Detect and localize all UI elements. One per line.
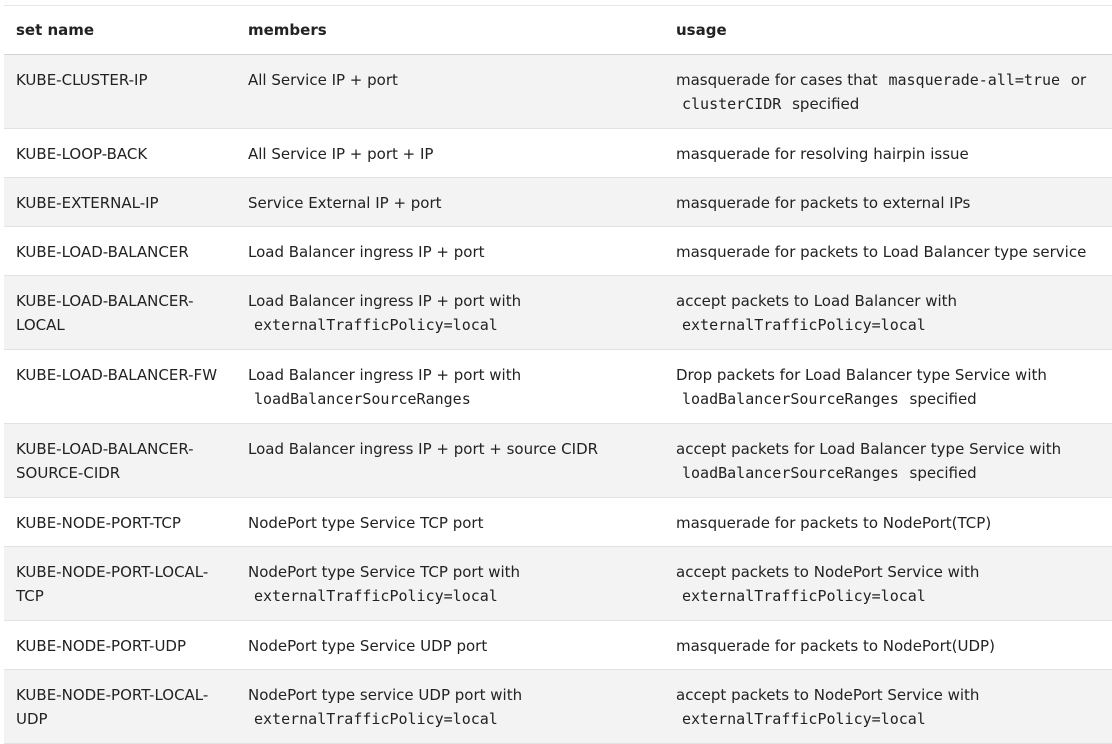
header-usage: usage bbox=[676, 21, 727, 39]
table-row bbox=[4, 350, 1112, 424]
table-row bbox=[4, 55, 1112, 129]
usage-text: accept packets to NodePort Service with bbox=[676, 563, 980, 581]
usage-text: masquerade for packets to NodePort(TCP) bbox=[676, 514, 992, 532]
set-name-text: KUBE-LOAD-BALANCER-LOCAL bbox=[16, 292, 194, 334]
cell-members bbox=[236, 276, 664, 350]
usage-code: clusterCIDR bbox=[682, 95, 782, 113]
table-row bbox=[4, 547, 1112, 621]
table-row bbox=[4, 276, 1112, 350]
cell-set-name bbox=[4, 178, 236, 227]
set-name-text: KUBE-NODE-PORT-UDP bbox=[16, 637, 187, 655]
cell-set-name bbox=[4, 670, 236, 744]
usage-text: specified bbox=[787, 95, 860, 113]
cell-usage bbox=[664, 621, 1112, 670]
members-code: externalTrafficPolicy=local bbox=[254, 316, 498, 334]
cell-usage bbox=[664, 350, 1112, 424]
cell-set-name bbox=[4, 350, 236, 424]
usage-code: masquerade-all=true bbox=[888, 71, 1061, 89]
table-row bbox=[4, 670, 1112, 744]
usage-text: or bbox=[1066, 71, 1087, 89]
cell-members bbox=[236, 55, 664, 129]
members-text: Load Balancer ingress IP + port + source CIDR bbox=[248, 440, 599, 458]
usage-text: accept packets for Load Balancer type Service with bbox=[676, 440, 1062, 458]
usage-text: specified bbox=[904, 464, 977, 482]
cell-members bbox=[236, 498, 664, 547]
usage-text: accept packets to Load Balancer with bbox=[676, 292, 958, 310]
members-text: NodePort type Service UDP port bbox=[248, 637, 488, 655]
set-name-text: KUBE-NODE-PORT-LOCAL-TCP bbox=[16, 563, 209, 605]
members-text: Service External IP + port bbox=[248, 194, 442, 212]
usage-text: masquerade for packets to Load Balancer type service bbox=[676, 243, 1087, 261]
members-text: All Service IP + port + IP bbox=[248, 145, 434, 163]
members-text: Load Balancer ingress IP + port with bbox=[248, 292, 522, 310]
usage-text: masquerade for cases that bbox=[676, 71, 883, 89]
table-row bbox=[4, 129, 1112, 178]
ipset-table-container bbox=[4, 5, 1112, 744]
cell-members bbox=[236, 424, 664, 498]
cell-set-name bbox=[4, 227, 236, 276]
cell-members bbox=[236, 178, 664, 227]
cell-set-name bbox=[4, 129, 236, 178]
usage-code: externalTrafficPolicy=local bbox=[682, 710, 926, 728]
cell-usage bbox=[664, 178, 1112, 227]
cell-set-name bbox=[4, 547, 236, 621]
usage-code: externalTrafficPolicy=local bbox=[682, 316, 926, 334]
table-row bbox=[4, 621, 1112, 670]
usage-code: loadBalancerSourceRanges bbox=[682, 464, 899, 482]
usage-text: accept packets to NodePort Service with bbox=[676, 686, 980, 704]
usage-text: masquerade for resolving hairpin issue bbox=[676, 145, 969, 163]
cell-usage bbox=[664, 547, 1112, 621]
cell-members bbox=[236, 129, 664, 178]
usage-text: masquerade for packets to external IPs bbox=[676, 194, 971, 212]
cell-members bbox=[236, 227, 664, 276]
cell-set-name bbox=[4, 498, 236, 547]
members-text: Load Balancer ingress IP + port with bbox=[248, 366, 522, 384]
ipset-table bbox=[4, 5, 1112, 744]
set-name-text: KUBE-LOAD-BALANCER-SOURCE-CIDR bbox=[16, 440, 194, 482]
cell-set-name bbox=[4, 276, 236, 350]
set-name-text: KUBE-LOOP-BACK bbox=[16, 145, 148, 163]
table-row bbox=[4, 498, 1112, 547]
members-code: loadBalancerSourceRanges bbox=[254, 390, 471, 408]
table-row bbox=[4, 227, 1112, 276]
usage-text: masquerade for packets to NodePort(UDP) bbox=[676, 637, 995, 655]
cell-set-name bbox=[4, 424, 236, 498]
table-header bbox=[4, 6, 1112, 55]
header-row bbox=[4, 6, 1112, 55]
members-text: Load Balancer ingress IP + port bbox=[248, 243, 485, 261]
set-name-text: KUBE-LOAD-BALANCER-FW bbox=[16, 366, 218, 384]
cell-usage bbox=[664, 276, 1112, 350]
usage-code: loadBalancerSourceRanges bbox=[682, 390, 899, 408]
cell-usage bbox=[664, 55, 1112, 129]
table-row bbox=[4, 424, 1112, 498]
members-code: externalTrafficPolicy=local bbox=[254, 587, 498, 605]
cell-members bbox=[236, 621, 664, 670]
usage-text: Drop packets for Load Balancer type Service with bbox=[676, 366, 1047, 384]
cell-members bbox=[236, 670, 664, 744]
cell-usage bbox=[664, 129, 1112, 178]
cell-usage bbox=[664, 670, 1112, 744]
cell-usage bbox=[664, 424, 1112, 498]
usage-code: externalTrafficPolicy=local bbox=[682, 587, 926, 605]
table-row bbox=[4, 178, 1112, 227]
header-set-name: set name bbox=[16, 21, 95, 39]
usage-text: specified bbox=[904, 390, 977, 408]
members-text: NodePort type Service TCP port with bbox=[248, 563, 521, 581]
cell-set-name bbox=[4, 621, 236, 670]
set-name-text: KUBE-NODE-PORT-TCP bbox=[16, 514, 181, 532]
members-code: externalTrafficPolicy=local bbox=[254, 710, 498, 728]
members-text: NodePort type Service TCP port bbox=[248, 514, 484, 532]
cell-usage bbox=[664, 227, 1112, 276]
table-body bbox=[4, 55, 1112, 744]
cell-usage bbox=[664, 498, 1112, 547]
cell-members bbox=[236, 547, 664, 621]
set-name-text: KUBE-CLUSTER-IP bbox=[16, 71, 148, 89]
header-members: members bbox=[248, 21, 327, 39]
members-text: All Service IP + port bbox=[248, 71, 398, 89]
set-name-text: KUBE-NODE-PORT-LOCAL-UDP bbox=[16, 686, 209, 728]
set-name-text: KUBE-EXTERNAL-IP bbox=[16, 194, 159, 212]
cell-set-name bbox=[4, 55, 236, 129]
cell-members bbox=[236, 350, 664, 424]
set-name-text: KUBE-LOAD-BALANCER bbox=[16, 243, 189, 261]
members-text: NodePort type service UDP port with bbox=[248, 686, 523, 704]
